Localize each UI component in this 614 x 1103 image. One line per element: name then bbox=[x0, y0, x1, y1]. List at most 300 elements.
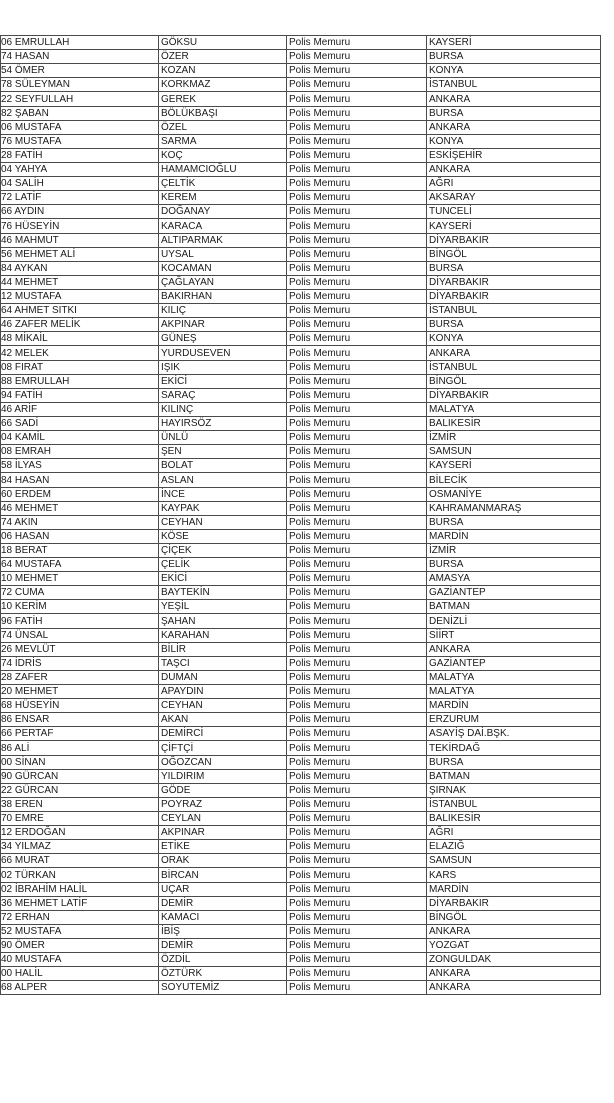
first-name-cell: 52 MUSTAFA bbox=[1, 924, 159, 938]
city-cell: BİNGÖL bbox=[427, 247, 601, 261]
city-cell: ERZURUM bbox=[427, 713, 601, 727]
first-name-cell: 86 ALİ bbox=[1, 741, 159, 755]
last-name-cell: BAKIRHAN bbox=[159, 289, 287, 303]
city-cell: BALIKESİR bbox=[427, 416, 601, 430]
first-name-cell: 88 EMRULLAH bbox=[1, 374, 159, 388]
last-name-cell: GEREK bbox=[159, 92, 287, 106]
city-cell: DİYARBAKIR bbox=[427, 896, 601, 910]
table-row bbox=[1, 473, 601, 487]
city-cell: İSTANBUL bbox=[427, 78, 601, 92]
city-cell: KARS bbox=[427, 868, 601, 882]
last-name-cell: SARAÇ bbox=[159, 388, 287, 402]
first-name-cell: 60 ERDEM bbox=[1, 487, 159, 501]
table-row bbox=[1, 431, 601, 445]
city-cell: AĞRI bbox=[427, 826, 601, 840]
last-name-cell: ÇELİK bbox=[159, 558, 287, 572]
city-cell: BURSA bbox=[427, 106, 601, 120]
table-row bbox=[1, 741, 601, 755]
title-cell: Polis Memuru bbox=[287, 64, 427, 78]
first-name-cell: 40 MUSTAFA bbox=[1, 953, 159, 967]
last-name-cell: ÇİÇEK bbox=[159, 543, 287, 557]
table-row bbox=[1, 826, 601, 840]
last-name-cell: İBİŞ bbox=[159, 924, 287, 938]
title-cell: Polis Memuru bbox=[287, 205, 427, 219]
first-name-cell: 66 AYDIN bbox=[1, 205, 159, 219]
first-name-cell: 56 MEHMET ALİ bbox=[1, 247, 159, 261]
title-cell: Polis Memuru bbox=[287, 92, 427, 106]
last-name-cell: BİLİR bbox=[159, 642, 287, 656]
table-row bbox=[1, 515, 601, 529]
title-cell: Polis Memuru bbox=[287, 473, 427, 487]
table-row bbox=[1, 924, 601, 938]
table-row bbox=[1, 388, 601, 402]
first-name-cell: 72 CUMA bbox=[1, 586, 159, 600]
city-cell: ŞIRNAK bbox=[427, 783, 601, 797]
city-cell: ESKİŞEHİR bbox=[427, 148, 601, 162]
first-name-cell: 10 KERİM bbox=[1, 600, 159, 614]
last-name-cell: KAMACI bbox=[159, 910, 287, 924]
first-name-cell: 44 MEHMET bbox=[1, 275, 159, 289]
city-cell: MALATYA bbox=[427, 670, 601, 684]
table-row bbox=[1, 191, 601, 205]
title-cell: Polis Memuru bbox=[287, 953, 427, 967]
table-row bbox=[1, 967, 601, 981]
title-cell: Polis Memuru bbox=[287, 868, 427, 882]
city-cell: BURSA bbox=[427, 261, 601, 275]
title-cell: Polis Memuru bbox=[287, 854, 427, 868]
first-name-cell: 82 ŞABAN bbox=[1, 106, 159, 120]
last-name-cell: KILIÇ bbox=[159, 304, 287, 318]
city-cell: MALATYA bbox=[427, 685, 601, 699]
last-name-cell: KOÇ bbox=[159, 148, 287, 162]
first-name-cell: 70 EMRE bbox=[1, 812, 159, 826]
first-name-cell: 28 FATİH bbox=[1, 148, 159, 162]
last-name-cell: HAYIRSÖZ bbox=[159, 416, 287, 430]
city-cell: MARDİN bbox=[427, 882, 601, 896]
title-cell: Polis Memuru bbox=[287, 981, 427, 995]
title-cell: Polis Memuru bbox=[287, 304, 427, 318]
last-name-cell: YEŞİL bbox=[159, 600, 287, 614]
table-row bbox=[1, 233, 601, 247]
last-name-cell: KARACA bbox=[159, 219, 287, 233]
first-name-cell: 00 SİNAN bbox=[1, 755, 159, 769]
title-cell: Polis Memuru bbox=[287, 36, 427, 50]
title-cell: Polis Memuru bbox=[287, 120, 427, 134]
title-cell: Polis Memuru bbox=[287, 487, 427, 501]
last-name-cell: CEYHAN bbox=[159, 699, 287, 713]
title-cell: Polis Memuru bbox=[287, 431, 427, 445]
title-cell: Polis Memuru bbox=[287, 741, 427, 755]
title-cell: Polis Memuru bbox=[287, 812, 427, 826]
title-cell: Polis Memuru bbox=[287, 572, 427, 586]
last-name-cell: ASLAN bbox=[159, 473, 287, 487]
last-name-cell: DEMİR bbox=[159, 939, 287, 953]
title-cell: Polis Memuru bbox=[287, 134, 427, 148]
first-name-cell: 02 TÜRKAN bbox=[1, 868, 159, 882]
title-cell: Polis Memuru bbox=[287, 289, 427, 303]
first-name-cell: 74 AKIN bbox=[1, 515, 159, 529]
title-cell: Polis Memuru bbox=[287, 558, 427, 572]
city-cell: ANKARA bbox=[427, 924, 601, 938]
title-cell: Polis Memuru bbox=[287, 416, 427, 430]
last-name-cell: BOLAT bbox=[159, 459, 287, 473]
personnel-table bbox=[0, 35, 601, 995]
last-name-cell: ÖZER bbox=[159, 50, 287, 64]
first-name-cell: 66 MURAT bbox=[1, 854, 159, 868]
first-name-cell: 38 EREN bbox=[1, 797, 159, 811]
title-cell: Polis Memuru bbox=[287, 727, 427, 741]
title-cell: Polis Memuru bbox=[287, 924, 427, 938]
title-cell: Polis Memuru bbox=[287, 600, 427, 614]
city-cell: İSTANBUL bbox=[427, 797, 601, 811]
first-name-cell: 68 HÜSEYİN bbox=[1, 699, 159, 713]
first-name-cell: 00 HALİL bbox=[1, 967, 159, 981]
title-cell: Polis Memuru bbox=[287, 967, 427, 981]
first-name-cell: 68 ALPER bbox=[1, 981, 159, 995]
city-cell: DİYARBAKIR bbox=[427, 289, 601, 303]
last-name-cell: KORKMAZ bbox=[159, 78, 287, 92]
title-cell: Polis Memuru bbox=[287, 586, 427, 600]
first-name-cell: 06 MUSTAFA bbox=[1, 120, 159, 134]
city-cell: ZONGULDAK bbox=[427, 953, 601, 967]
last-name-cell: KILINÇ bbox=[159, 402, 287, 416]
last-name-cell: KOCAMAN bbox=[159, 261, 287, 275]
first-name-cell: 74 HASAN bbox=[1, 50, 159, 64]
table-row bbox=[1, 543, 601, 557]
last-name-cell: CEYLAN bbox=[159, 812, 287, 826]
title-cell: Polis Memuru bbox=[287, 529, 427, 543]
city-cell: ANKARA bbox=[427, 92, 601, 106]
city-cell: KAHRAMANMARAŞ bbox=[427, 501, 601, 515]
last-name-cell: SARMA bbox=[159, 134, 287, 148]
first-name-cell: 72 ERHAN bbox=[1, 910, 159, 924]
last-name-cell: ETİKE bbox=[159, 840, 287, 854]
title-cell: Polis Memuru bbox=[287, 78, 427, 92]
city-cell: BALIKESİR bbox=[427, 812, 601, 826]
city-cell: ANKARA bbox=[427, 346, 601, 360]
table-row bbox=[1, 769, 601, 783]
city-cell: BURSA bbox=[427, 515, 601, 529]
first-name-cell: 94 FATİH bbox=[1, 388, 159, 402]
title-cell: Polis Memuru bbox=[287, 275, 427, 289]
city-cell: İSTANBUL bbox=[427, 360, 601, 374]
table-row bbox=[1, 289, 601, 303]
last-name-cell: AKPINAR bbox=[159, 318, 287, 332]
title-cell: Polis Memuru bbox=[287, 459, 427, 473]
title-cell: Polis Memuru bbox=[287, 670, 427, 684]
table-row bbox=[1, 247, 601, 261]
first-name-cell: 04 YAHYA bbox=[1, 162, 159, 176]
table-row bbox=[1, 642, 601, 656]
last-name-cell: IŞIK bbox=[159, 360, 287, 374]
title-cell: Polis Memuru bbox=[287, 374, 427, 388]
title-cell: Polis Memuru bbox=[287, 840, 427, 854]
last-name-cell: KÖSE bbox=[159, 529, 287, 543]
first-name-cell: 86 ENSAR bbox=[1, 713, 159, 727]
last-name-cell: EKİCİ bbox=[159, 572, 287, 586]
first-name-cell: 34 YILMAZ bbox=[1, 840, 159, 854]
first-name-cell: 78 SÜLEYMAN bbox=[1, 78, 159, 92]
city-cell: ELAZIĞ bbox=[427, 840, 601, 854]
last-name-cell: DOĞANAY bbox=[159, 205, 287, 219]
city-cell: İZMİR bbox=[427, 543, 601, 557]
last-name-cell: ÇAĞLAYAN bbox=[159, 275, 287, 289]
table-row bbox=[1, 205, 601, 219]
last-name-cell: ÜNLÜ bbox=[159, 431, 287, 445]
first-name-cell: 46 ARİF bbox=[1, 402, 159, 416]
table-row bbox=[1, 374, 601, 388]
last-name-cell: ÇİFTÇİ bbox=[159, 741, 287, 755]
city-cell: DENİZLİ bbox=[427, 614, 601, 628]
table-row bbox=[1, 572, 601, 586]
last-name-cell: DEMİR bbox=[159, 896, 287, 910]
first-name-cell: 74 ÜNSAL bbox=[1, 628, 159, 642]
last-name-cell: ŞAHAN bbox=[159, 614, 287, 628]
title-cell: Polis Memuru bbox=[287, 685, 427, 699]
last-name-cell: BÖLÜKBAŞI bbox=[159, 106, 287, 120]
title-cell: Polis Memuru bbox=[287, 346, 427, 360]
table-row bbox=[1, 727, 601, 741]
first-name-cell: 08 EMRAH bbox=[1, 445, 159, 459]
table-row bbox=[1, 64, 601, 78]
city-cell: DİYARBAKIR bbox=[427, 388, 601, 402]
title-cell: Polis Memuru bbox=[287, 148, 427, 162]
title-cell: Polis Memuru bbox=[287, 797, 427, 811]
city-cell: ANKARA bbox=[427, 162, 601, 176]
city-cell: ANKARA bbox=[427, 981, 601, 995]
last-name-cell: GÖDE bbox=[159, 783, 287, 797]
table-row bbox=[1, 134, 601, 148]
title-cell: Polis Memuru bbox=[287, 896, 427, 910]
city-cell: SAMSUN bbox=[427, 854, 601, 868]
last-name-cell: HAMAMCIOĞLU bbox=[159, 162, 287, 176]
title-cell: Polis Memuru bbox=[287, 247, 427, 261]
last-name-cell: EKİCİ bbox=[159, 374, 287, 388]
city-cell: BİLECİK bbox=[427, 473, 601, 487]
city-cell: ANKARA bbox=[427, 120, 601, 134]
title-cell: Polis Memuru bbox=[287, 162, 427, 176]
title-cell: Polis Memuru bbox=[287, 332, 427, 346]
last-name-cell: ALTIPARMAK bbox=[159, 233, 287, 247]
city-cell: GAZİANTEP bbox=[427, 586, 601, 600]
table-row bbox=[1, 797, 601, 811]
city-cell: İZMİR bbox=[427, 431, 601, 445]
table-row bbox=[1, 445, 601, 459]
table-row bbox=[1, 416, 601, 430]
city-cell: MARDİN bbox=[427, 529, 601, 543]
first-name-cell: 64 MUSTAFA bbox=[1, 558, 159, 572]
title-cell: Polis Memuru bbox=[287, 261, 427, 275]
city-cell: DİYARBAKIR bbox=[427, 275, 601, 289]
table-row bbox=[1, 529, 601, 543]
first-name-cell: 20 MEHMET bbox=[1, 685, 159, 699]
table-row bbox=[1, 219, 601, 233]
last-name-cell: YURDUSEVEN bbox=[159, 346, 287, 360]
table-row bbox=[1, 487, 601, 501]
personnel-table-body bbox=[1, 36, 601, 995]
table-row bbox=[1, 346, 601, 360]
city-cell: BİNGÖL bbox=[427, 374, 601, 388]
first-name-cell: 36 MEHMET LATİF bbox=[1, 896, 159, 910]
table-row bbox=[1, 699, 601, 713]
title-cell: Polis Memuru bbox=[287, 177, 427, 191]
last-name-cell: KARAHAN bbox=[159, 628, 287, 642]
table-row bbox=[1, 332, 601, 346]
last-name-cell: BAYTEKİN bbox=[159, 586, 287, 600]
last-name-cell: KOZAN bbox=[159, 64, 287, 78]
city-cell: ANKARA bbox=[427, 642, 601, 656]
first-name-cell: 46 MEHMET bbox=[1, 501, 159, 515]
title-cell: Polis Memuru bbox=[287, 628, 427, 642]
first-name-cell: 22 GÜRCAN bbox=[1, 783, 159, 797]
table-row bbox=[1, 783, 601, 797]
last-name-cell: UÇAR bbox=[159, 882, 287, 896]
last-name-cell: POYRAZ bbox=[159, 797, 287, 811]
table-row bbox=[1, 92, 601, 106]
city-cell: BURSA bbox=[427, 50, 601, 64]
city-cell: İSTANBUL bbox=[427, 304, 601, 318]
first-name-cell: 66 SADİ bbox=[1, 416, 159, 430]
title-cell: Polis Memuru bbox=[287, 713, 427, 727]
first-name-cell: 76 HÜSEYİN bbox=[1, 219, 159, 233]
last-name-cell: ŞEN bbox=[159, 445, 287, 459]
last-name-cell: YILDIRIM bbox=[159, 769, 287, 783]
table-row bbox=[1, 148, 601, 162]
last-name-cell: APAYDIN bbox=[159, 685, 287, 699]
first-name-cell: 04 KAMİL bbox=[1, 431, 159, 445]
title-cell: Polis Memuru bbox=[287, 191, 427, 205]
title-cell: Polis Memuru bbox=[287, 699, 427, 713]
last-name-cell: ÖZEL bbox=[159, 120, 287, 134]
table-row bbox=[1, 953, 601, 967]
title-cell: Polis Memuru bbox=[287, 826, 427, 840]
title-cell: Polis Memuru bbox=[287, 402, 427, 416]
table-row bbox=[1, 812, 601, 826]
table-row bbox=[1, 275, 601, 289]
title-cell: Polis Memuru bbox=[287, 219, 427, 233]
title-cell: Polis Memuru bbox=[287, 106, 427, 120]
last-name-cell: ÖZTÜRK bbox=[159, 967, 287, 981]
first-name-cell: 46 MAHMUT bbox=[1, 233, 159, 247]
table-row bbox=[1, 78, 601, 92]
first-name-cell: 72 LATİF bbox=[1, 191, 159, 205]
title-cell: Polis Memuru bbox=[287, 783, 427, 797]
table-row bbox=[1, 755, 601, 769]
table-row bbox=[1, 558, 601, 572]
last-name-cell: SOYUTEMİZ bbox=[159, 981, 287, 995]
table-row bbox=[1, 685, 601, 699]
title-cell: Polis Memuru bbox=[287, 445, 427, 459]
table-row bbox=[1, 360, 601, 374]
table-row bbox=[1, 177, 601, 191]
city-cell: KONYA bbox=[427, 134, 601, 148]
city-cell: BURSA bbox=[427, 558, 601, 572]
first-name-cell: 06 EMRULLAH bbox=[1, 36, 159, 50]
last-name-cell: DEMİRCİ bbox=[159, 727, 287, 741]
table-row bbox=[1, 162, 601, 176]
title-cell: Polis Memuru bbox=[287, 318, 427, 332]
table-row bbox=[1, 600, 601, 614]
city-cell: DİYARBAKIR bbox=[427, 233, 601, 247]
table-row bbox=[1, 459, 601, 473]
last-name-cell: GÜNEŞ bbox=[159, 332, 287, 346]
table-row bbox=[1, 896, 601, 910]
city-cell: KONYA bbox=[427, 64, 601, 78]
table-row bbox=[1, 939, 601, 953]
last-name-cell: UYSAL bbox=[159, 247, 287, 261]
city-cell: MARDİN bbox=[427, 699, 601, 713]
first-name-cell: 42 MELEK bbox=[1, 346, 159, 360]
city-cell: BURSA bbox=[427, 755, 601, 769]
title-cell: Polis Memuru bbox=[287, 515, 427, 529]
last-name-cell: GÖKSU bbox=[159, 36, 287, 50]
first-name-cell: 96 FATİH bbox=[1, 614, 159, 628]
last-name-cell: BİRCAN bbox=[159, 868, 287, 882]
city-cell: ASAYİŞ DAİ.BŞK. bbox=[427, 727, 601, 741]
city-cell: TUNCELİ bbox=[427, 205, 601, 219]
city-cell: AMASYA bbox=[427, 572, 601, 586]
last-name-cell: DUMAN bbox=[159, 670, 287, 684]
city-cell: KAYSERİ bbox=[427, 219, 601, 233]
table-row bbox=[1, 318, 601, 332]
last-name-cell: OĞOZCAN bbox=[159, 755, 287, 769]
title-cell: Polis Memuru bbox=[287, 769, 427, 783]
last-name-cell: KEREM bbox=[159, 191, 287, 205]
city-cell: MALATYA bbox=[427, 402, 601, 416]
title-cell: Polis Memuru bbox=[287, 388, 427, 402]
title-cell: Polis Memuru bbox=[287, 882, 427, 896]
table-row bbox=[1, 402, 601, 416]
city-cell: GAZİANTEP bbox=[427, 656, 601, 670]
first-name-cell: 02 İBRAHİM HALİL bbox=[1, 882, 159, 896]
first-name-cell: 48 MİKAİL bbox=[1, 332, 159, 346]
title-cell: Polis Memuru bbox=[287, 939, 427, 953]
table-row bbox=[1, 36, 601, 50]
first-name-cell: 64 AHMET SITKI bbox=[1, 304, 159, 318]
last-name-cell: CEYHAN bbox=[159, 515, 287, 529]
title-cell: Polis Memuru bbox=[287, 642, 427, 656]
table-row bbox=[1, 106, 601, 120]
table-row bbox=[1, 501, 601, 515]
last-name-cell: ÇELTİK bbox=[159, 177, 287, 191]
first-name-cell: 90 ÖMER bbox=[1, 939, 159, 953]
first-name-cell: 26 MEVLÜT bbox=[1, 642, 159, 656]
title-cell: Polis Memuru bbox=[287, 656, 427, 670]
city-cell: SAMSUN bbox=[427, 445, 601, 459]
table-row bbox=[1, 854, 601, 868]
last-name-cell: ORAK bbox=[159, 854, 287, 868]
first-name-cell: 84 HASAN bbox=[1, 473, 159, 487]
first-name-cell: 74 İDRİS bbox=[1, 656, 159, 670]
city-cell: BİNGÖL bbox=[427, 910, 601, 924]
table-row bbox=[1, 868, 601, 882]
first-name-cell: 58 İLYAS bbox=[1, 459, 159, 473]
city-cell: KONYA bbox=[427, 332, 601, 346]
title-cell: Polis Memuru bbox=[287, 755, 427, 769]
title-cell: Polis Memuru bbox=[287, 910, 427, 924]
first-name-cell: 06 HASAN bbox=[1, 529, 159, 543]
last-name-cell: AKPINAR bbox=[159, 826, 287, 840]
table-row bbox=[1, 670, 601, 684]
first-name-cell: 12 MUSTAFA bbox=[1, 289, 159, 303]
table-row bbox=[1, 261, 601, 275]
table-row bbox=[1, 656, 601, 670]
first-name-cell: 04 SALİH bbox=[1, 177, 159, 191]
title-cell: Polis Memuru bbox=[287, 50, 427, 64]
first-name-cell: 46 ZAFER MELİK bbox=[1, 318, 159, 332]
table-row bbox=[1, 586, 601, 600]
last-name-cell: AKAN bbox=[159, 713, 287, 727]
